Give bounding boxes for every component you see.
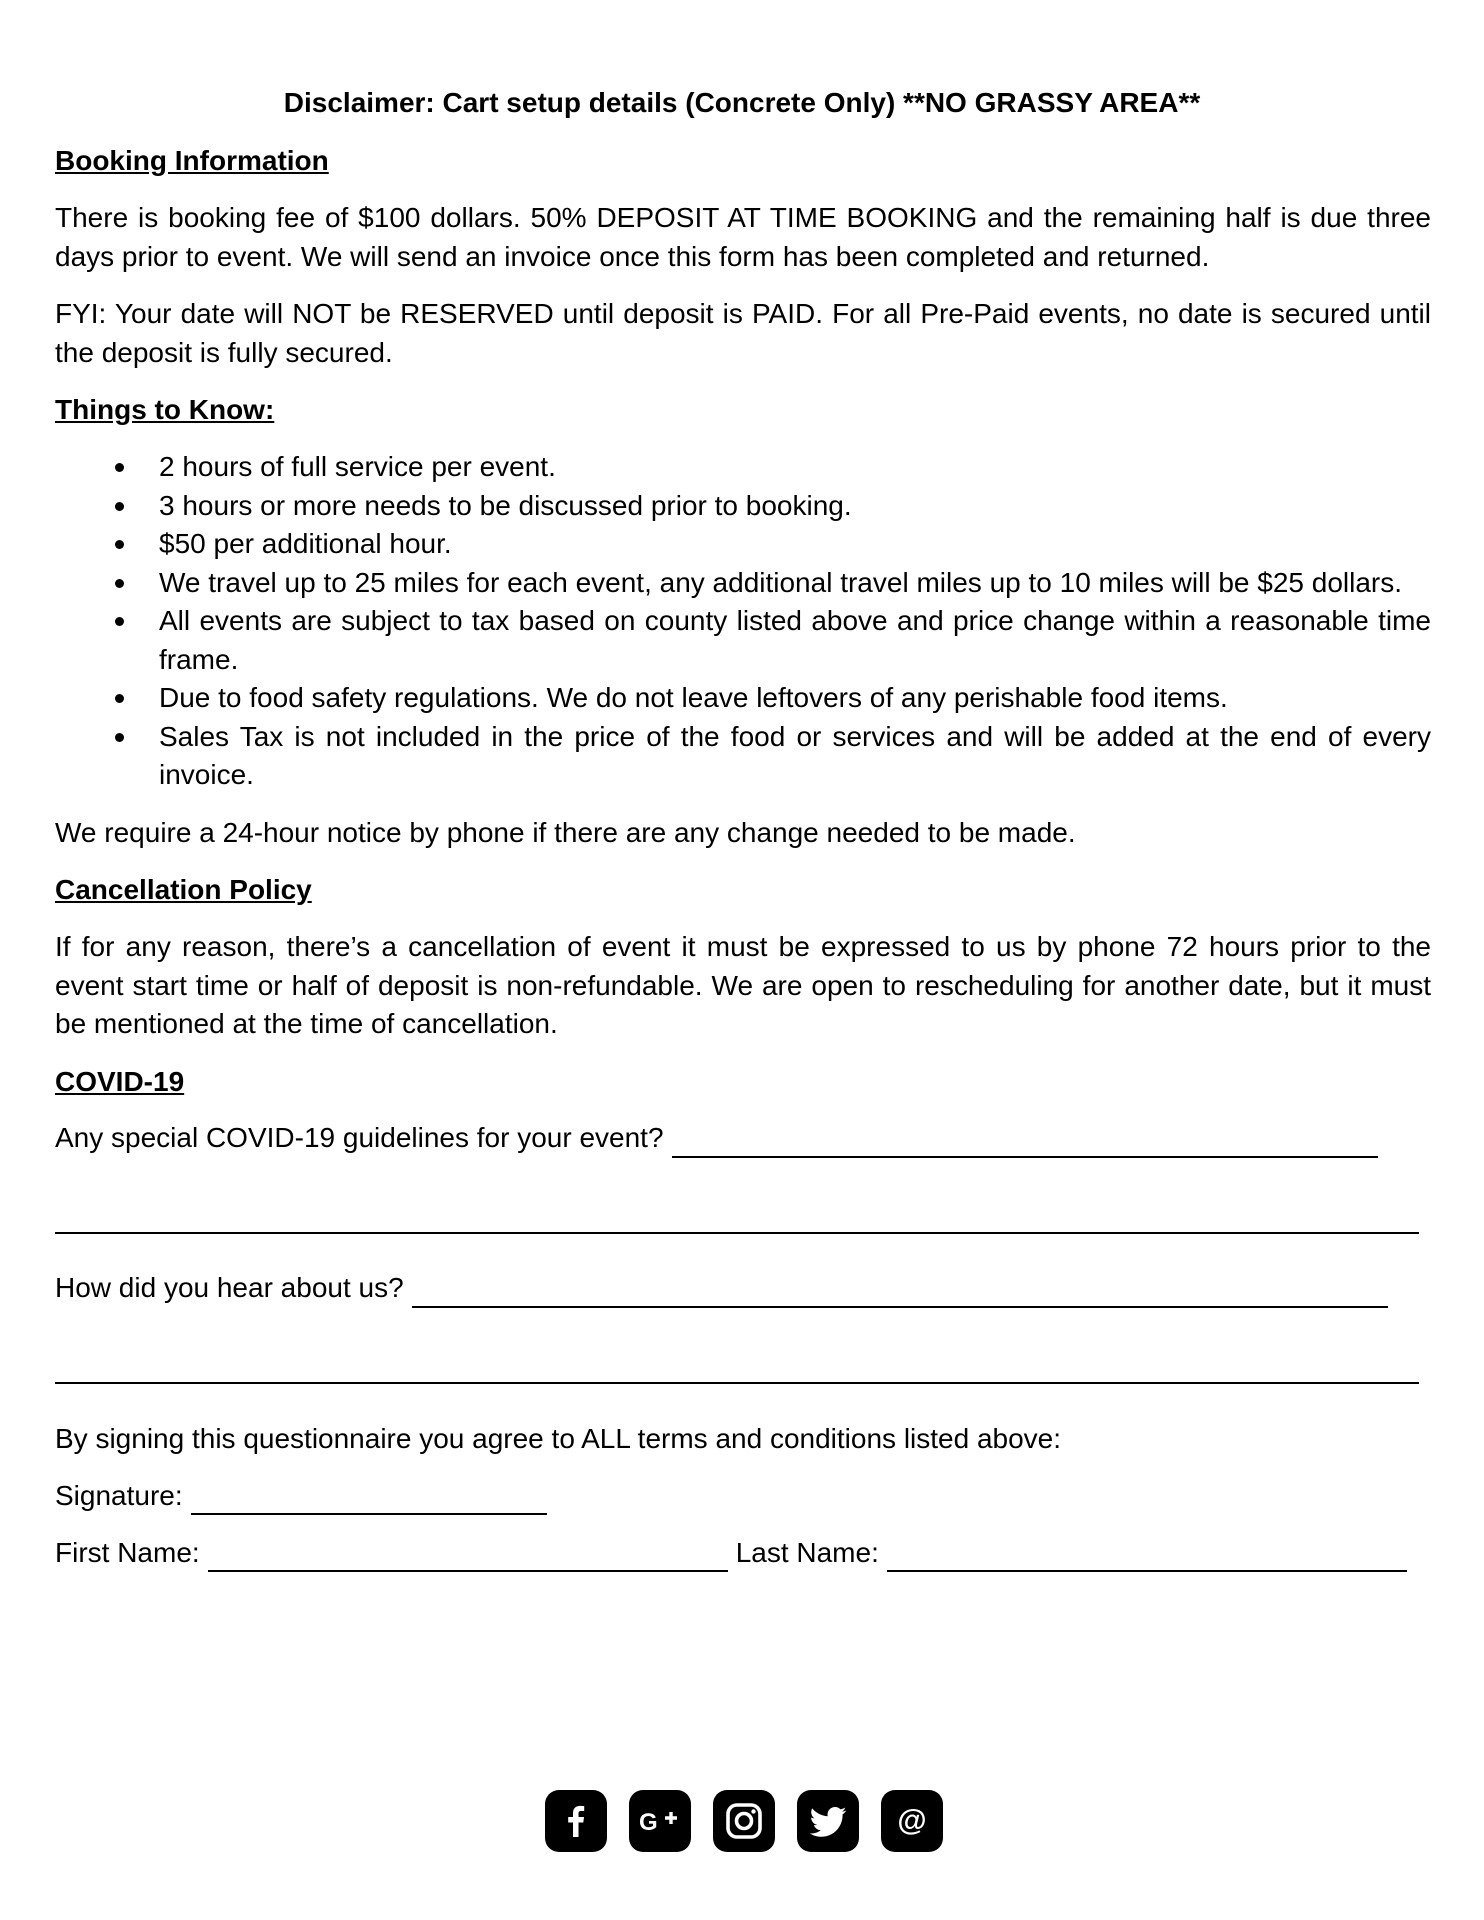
referral-question-label: How did you hear about us?	[55, 1272, 404, 1303]
signature-field[interactable]	[191, 1483, 547, 1515]
list-item-text: 2 hours of full service per event.	[159, 451, 556, 482]
change-notice: We require a 24-hour notice by phone if there are any change needed to be made.	[55, 816, 1076, 848]
first-name-field[interactable]	[208, 1540, 728, 1572]
bullet-icon	[115, 579, 124, 588]
list-item-text: $50 per additional hour.	[159, 528, 452, 559]
signature-row	[55, 1477, 1431, 1515]
twitter-icon[interactable]	[797, 1790, 859, 1852]
svg-text:@: @	[897, 1804, 927, 1837]
instagram-icon[interactable]	[713, 1790, 775, 1852]
first-name-label: First Name:	[55, 1536, 200, 1568]
list-item	[55, 602, 1431, 679]
list-item	[55, 448, 1431, 487]
covid-answer-field[interactable]	[672, 1126, 1378, 1158]
bullet-icon	[115, 617, 124, 626]
bullet-icon	[115, 733, 124, 742]
list-item	[55, 679, 1431, 718]
things-to-know-heading: Things to Know:	[55, 394, 275, 425]
document-body	[55, 142, 1431, 1591]
covid-answer-field-line-2[interactable]	[55, 1194, 1419, 1234]
signature-label: Signature:	[55, 1479, 183, 1511]
list-item	[55, 525, 1431, 564]
list-item-text: All events are subject to tax based on county listed above and price change within a reasonable time frame.	[159, 605, 1431, 675]
referral-question-row	[55, 1270, 1431, 1308]
list-item	[55, 487, 1431, 526]
facebook-icon[interactable]	[545, 1790, 607, 1852]
bullet-icon	[115, 694, 124, 703]
things-to-know-list	[55, 448, 1431, 795]
page-title: Disclaimer: Cart setup details (Concrete Only) **NO GRASSY AREA**	[283, 87, 1201, 118]
last-name-label: Last Name:	[735, 1536, 879, 1568]
bullet-icon	[115, 502, 124, 511]
covid-question-label: Any special COVID-19 guidelines for your event?	[55, 1122, 664, 1153]
list-item-text: 3 hours or more needs to be discussed prior to booking.	[159, 489, 852, 521]
list-item	[55, 564, 1431, 603]
referral-answer-field-line-2[interactable]	[55, 1344, 1419, 1384]
referral-answer-field[interactable]	[412, 1276, 1388, 1308]
covid-heading: COVID-19	[55, 1065, 185, 1097]
cancellation-heading: Cancellation Policy	[55, 874, 312, 905]
name-row	[55, 1534, 1431, 1572]
covid-question-row	[55, 1120, 1431, 1158]
cancellation-text: If for any reason, there’s a cancellation of event it must be expressed to us by phone 72 hours prior to the event start time or half of deposit is non-refundable. We are open to rescheduling for another date, but it must be mentioned at the time of cancellation.	[55, 931, 1431, 1039]
bullet-icon	[115, 540, 124, 549]
booking-paragraph-fee: There is booking fee of $100 dollars. 50% DEPOSIT AT TIME BOOKING and the remaining half is due three days prior to event. We will send an invoice once this form has been completed and returned.	[55, 202, 1431, 272]
google-plus-icon[interactable]	[629, 1790, 691, 1852]
email-at-icon[interactable]	[881, 1790, 943, 1852]
booking-heading: Booking Information	[55, 145, 329, 176]
booking-paragraph-fyi: FYI: Your date will NOT be RESERVED until deposit is PAID. For all Pre-Paid events, no date is secured until the deposit is fully secured.	[55, 298, 1431, 368]
social-icons	[545, 1790, 943, 1852]
agreement-text: By signing this questionnaire you agree to ALL terms and conditions listed above:	[55, 1422, 1062, 1454]
svg-text:G: G	[639, 1809, 658, 1836]
list-item-text: We travel up to 25 miles for each event, any additional travel miles up to 10 miles will be $25 dollars.	[159, 566, 1403, 598]
list-item	[55, 718, 1431, 795]
list-item-text: Sales Tax is not included in the price of the food or services and will be added at the end of every invoice.	[159, 720, 1431, 790]
list-item-text: Due to food safety regulations. We do not leave leftovers of any perishable food items.	[159, 682, 1228, 713]
last-name-field[interactable]	[887, 1540, 1407, 1572]
bullet-icon	[115, 463, 124, 472]
